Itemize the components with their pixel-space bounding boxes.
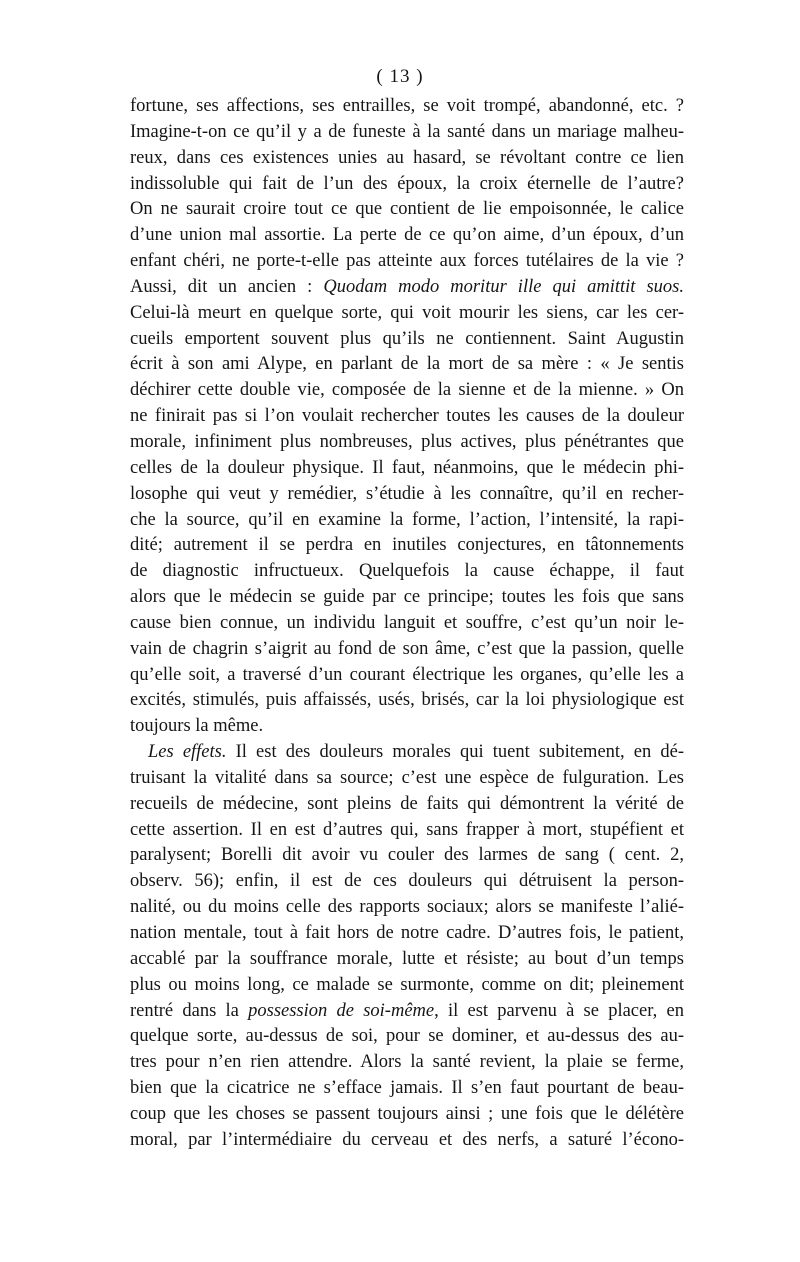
line-text: cueils emportent souvent plus qu’ils ne contiennent. Saint Augustin [130,328,684,349]
line-text: celles de la douleur physique. Il faut, néanmoins, que le médecin phi- [130,457,684,478]
text-line [130,637,684,663]
line-text: moral, par l’intermédiaire du cerveau et des nerfs, a saturé l’écono- [130,1129,684,1150]
text-line [130,740,684,766]
italic-text: Quodam modo moritur ille qui amittit suos. [323,276,684,297]
line-text: dité; autrement il se perdra en inutiles conjectures, en tâtonnements [130,535,684,556]
line-text: déchirer cette double vie, composée de la sienne et de la mienne. » On [130,380,684,401]
text-line [130,585,684,611]
line-text: tres pour n’en rien attendre. Alors la santé revient, la plaie se ferme, [130,1052,684,1073]
line-text: Celui-là meurt en quelque sorte, qui voit mourir les siens, car les cer- [130,302,684,323]
line-text: bien que la cicatrice ne s’efface jamais. Il s’en faut pourtant de beau- [130,1078,684,1099]
text-line [130,843,684,869]
line-text: fortune, ses affections, ses entrailles, se voit trompé, abandonné, etc. ? [130,96,684,116]
line-text: toujours la même. [130,716,264,737]
text-line [130,120,684,146]
text-line [130,146,684,172]
text-line [130,404,684,430]
body-text [130,94,684,1154]
line-text: truisant la vitalité dans sa source; c’est une espèce de fulguration. Les [130,767,684,788]
text-line [130,973,684,999]
line-text: coup que les choses se passent toujours ainsi ; une fois que le délétère [130,1103,684,1124]
line-text: nation mentale, tout à fait hors de notre cadre. D’autres fois, le patient, [130,923,684,943]
text-line [130,378,684,404]
line-text: losophe qui veut y remédier, s’étudie à les connaître, qu’il en recher- [130,483,684,504]
text-line [130,947,684,973]
text-line [130,508,684,534]
line-text: d’une union mal assortie. La perte de ce qu’on aime, d’un époux, d’un [130,225,684,246]
text-line [130,352,684,378]
line-text: che la source, qu’il en examine la forme, l’action, l’intensité, la rapi- [130,509,684,530]
text-line [130,249,684,275]
line-text: observ. 56); enfin, il est de ces douleurs qui détruisent la person- [130,871,684,892]
line-text: nalité, ou du moins celle des rapports sociaux; alors se manifeste l’alié- [130,897,684,918]
text-line [130,869,684,895]
text-line [130,663,684,689]
text-line [130,999,684,1025]
text-line [130,895,684,921]
text-line [130,1050,684,1076]
italic-text: Les effets. [148,742,227,763]
text-line [130,559,684,585]
line-text: Il est des douleurs morales qui tuent subitement, en dé- [226,742,684,763]
line-text: accablé par la souffrance morale, lutte et résiste; au bout d’un temps [130,948,684,969]
text-line [130,818,684,844]
line-text: enfant chéri, ne porte-t-elle pas atteinte aux forces tutélaires de la vie ? [130,251,684,272]
line-text: cause bien connue, un individu languit et souffre, c’est qu’un noir le- [130,612,684,633]
text-line [130,456,684,482]
text-line [130,533,684,559]
text-line [130,1024,684,1050]
text-line [130,1076,684,1102]
line-text: excités, stimulés, puis affaissés, usés, brisés, car la loi physiologique est [130,690,684,711]
text-line [130,223,684,249]
line-text: On ne saurait croire tout ce que contient de lie empoisonnée, le calice [130,199,684,220]
text-line [130,482,684,508]
line-text: indissoluble qui fait de l’un des époux, la croix éternelle de l’autre? [130,173,684,194]
text-line [130,94,684,120]
page-number: ( 13 ) [376,66,424,87]
text-line [130,1102,684,1128]
line-text: alors que le médecin se guide par ce principe; toutes les fois que sans [130,587,684,608]
line-text: recueils de médecine, sont pleins de faits qui démontrent la vérité de [130,793,684,814]
text-line [130,430,684,456]
line-text: Aussi, dit un ancien : [130,276,324,297]
line-text: de diagnostic infructueux. Quelquefois la cause échappe, il faut [130,561,684,582]
line-text: plus ou moins long, ce malade se surmonte, comme on dit; pleinement [130,974,684,995]
line-text: rentré dans la [130,1000,249,1021]
text-line [130,327,684,353]
italic-text: possession de soi-même [248,1000,435,1021]
line-text: Imagine-t-on ce qu’il y a de funeste à la santé dans un mariage malheu- [130,121,684,142]
line-text: ne finirait pas si l’on voulait rechercher toutes les causes de la douleur [130,406,684,427]
text-line [130,611,684,637]
text-line [130,688,684,714]
text-line [130,1128,684,1154]
line-text: , il est parvenu à se placer, en [434,1000,684,1021]
line-text: quelque sorte, au-dessus de soi, pour se dominer, et au-dessus des au- [130,1026,684,1047]
text-line [130,197,684,223]
line-text: reux, dans ces existences unies au hasard, se révoltant contre ce lien [130,147,684,168]
line-text: vain de chagrin s’aigrit au fond de son âme, c’est que la passion, quelle [130,638,684,659]
line-text: paralysent; Borelli dit avoir vu couler des larmes de sang ( cent. 2, [130,845,684,866]
text-line [130,275,684,301]
line-text: morale, infiniment plus nombreuses, plus actives, plus pénétrantes que [130,431,684,452]
text-line [130,172,684,198]
text-line [130,301,684,327]
line-text: cette assertion. Il en est d’autres qui, sans frapper à mort, stupéfient et [130,819,684,840]
text-line [130,714,684,740]
text-line [130,792,684,818]
line-text: écrit à son ami Alype, en parlant de la mort de sa mère : « Je sentis [130,354,684,375]
text-line [130,766,684,792]
text-line [130,921,684,947]
line-text: qu’elle soit, a traversé d’un courant électrique les organes, qu’elle les a [130,664,684,685]
